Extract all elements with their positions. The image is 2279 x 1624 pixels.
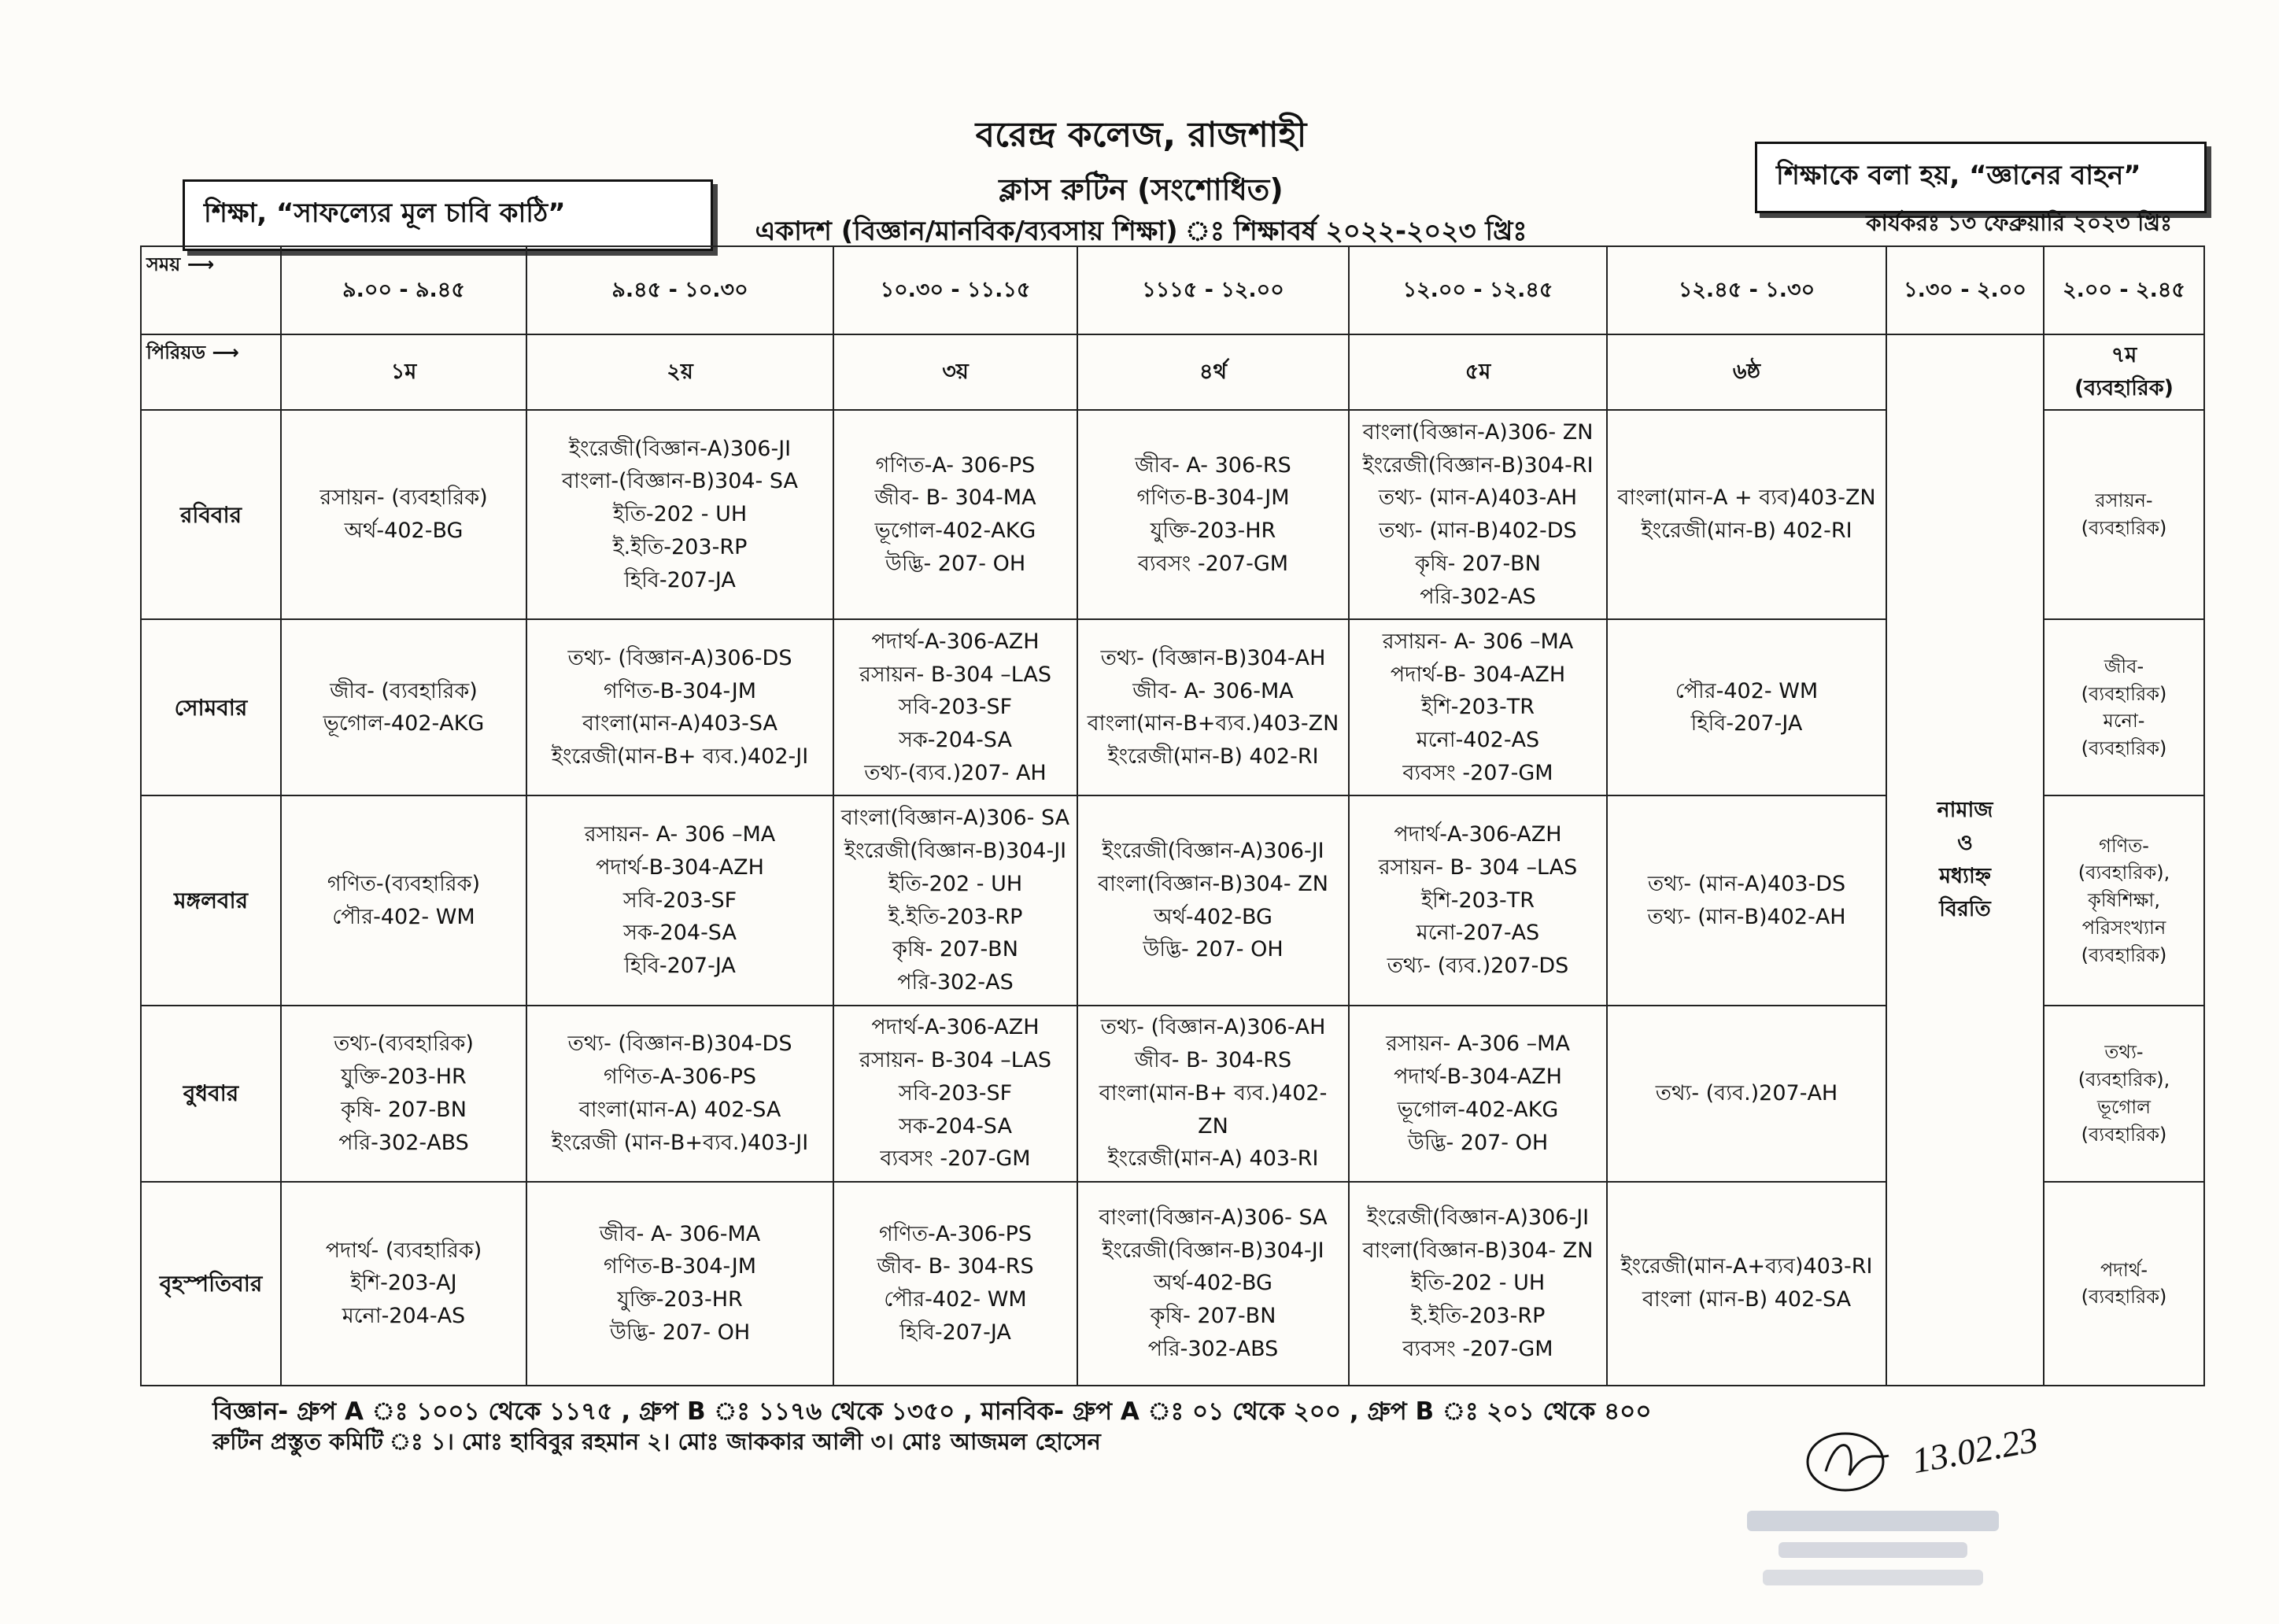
period-7-practical: (ব্যবহারিক) xyxy=(2074,376,2174,401)
time-slot-4: ১১১৫ - ১২.০০ xyxy=(1077,246,1349,334)
day-name: বৃহস্পতিবার xyxy=(141,1182,281,1386)
period-3: ৩য় xyxy=(833,334,1077,410)
class-entry: গণিত-A- 306-PS xyxy=(875,452,1036,478)
class-entry: তথ্য- (বিজ্ঞান-B)304-AH xyxy=(1100,645,1326,670)
class-entry: যুক্তি-203-HR xyxy=(1150,519,1276,544)
class-entry: পদার্থ-B- 304-AZH xyxy=(1390,662,1566,687)
class-entry: গণিত- xyxy=(2099,834,2149,857)
class-entry: জীব- (ব্যবহারিক) xyxy=(330,678,478,703)
day-name: মঙ্গলবার xyxy=(141,795,281,1006)
class-entry: যুক্তি-203-HR xyxy=(341,1064,467,1089)
class-cell xyxy=(1077,795,1349,1006)
class-entry: রসায়ন- (ব্যবহারিক) xyxy=(320,485,488,511)
class-entry: (ব্যবহারিক) xyxy=(2081,682,2167,705)
class-entry: গণিত-B-304-JM xyxy=(1136,485,1290,511)
class-entry: বাংলা-(বিজ্ঞান-B)304- SA xyxy=(561,469,798,494)
class-entry: বাংলা(মান-A + ব্যব)403-ZN xyxy=(1617,485,1876,511)
time-slot-3: ১০.৩০ - ১১.১৫ xyxy=(833,246,1077,334)
period-6: ৬ষ্ঠ xyxy=(1607,334,1886,410)
class-entry: ইংরেজী(মান-A) 403-RI xyxy=(1107,1146,1319,1172)
class-entry: সক-204-SA xyxy=(899,1113,1012,1139)
signature xyxy=(1802,1416,2085,1503)
class-entry: (ব্যবহারিক) xyxy=(2081,1123,2167,1146)
signature-date: 13.02.23 xyxy=(1908,1419,2041,1482)
break-word-4: বিরতি xyxy=(1939,896,1991,921)
class-entry: পরি-302-ABS xyxy=(1147,1337,1279,1362)
class-cell xyxy=(1607,795,1886,1006)
class-entry: পদার্থ-A-306-AZH xyxy=(871,629,1040,654)
class-entry: কৃষি- 207-BN xyxy=(341,1097,467,1122)
class-entry: অর্থ-402-BG xyxy=(1154,904,1272,929)
class-cell xyxy=(1349,619,1607,795)
class-entry: মনো-204-AS xyxy=(342,1304,466,1329)
class-entry: তথ্য- (ব্যব.)207-AH xyxy=(1655,1080,1838,1105)
class-entry: অর্থ-402-BG xyxy=(1154,1271,1272,1296)
class-cell xyxy=(281,1182,526,1386)
class-cell xyxy=(526,1006,833,1182)
class-entry: জীব- B- 304-RS xyxy=(877,1254,1034,1279)
arrow-right-icon: ⟶ xyxy=(187,253,215,275)
class-entry: রসায়ন- B- 304 –LAS xyxy=(1378,854,1578,880)
class-entry: (ব্যবহারিক) xyxy=(2081,1286,2167,1308)
class-entry: কৃষি- 207-BN xyxy=(1150,1304,1276,1329)
class-entry: সবি-203-SF xyxy=(898,1080,1013,1105)
class-entry: সক-204-SA xyxy=(899,728,1012,753)
class-entry: বাংলা(মান-B+ব্যব.)403-ZN xyxy=(1087,711,1339,736)
class-entry: গণিত-(ব্যবহারিক) xyxy=(327,871,481,896)
class-cell xyxy=(1349,410,1607,620)
class-entry: বাংলা(বিজ্ঞান-B)304- ZN xyxy=(1362,1238,1594,1263)
time-slot-5: ১২.০০ - ১২.৪৫ xyxy=(1349,246,1607,334)
group-ranges: বিজ্ঞান- গ্রুপ A ঃ ১০০১ থেকে ১১৭৫ , গ্রুপ B ঃ ১১৭৬ থেকে ১৩৫০ , মানবিক- গ্রুপ A ঃ ০১ থেকে ২০০ , গ্রুপ B ঃ ২০১ থেকে ৪০০ xyxy=(212,1397,1652,1426)
period-4: ৪র্থ xyxy=(1077,334,1349,410)
class-entry: ইশি-203-AJ xyxy=(350,1271,457,1296)
class-cell xyxy=(281,1006,526,1182)
class-entry: ইংরেজী(মান-B) 402-RI xyxy=(1107,744,1319,770)
class-cell xyxy=(833,410,1077,620)
class-entry: ইশি-203-TR xyxy=(1420,695,1535,720)
period-label: পিরিয়ড xyxy=(146,341,206,364)
class-entry: গণিত-B-304-JM xyxy=(603,1254,757,1279)
class-entry: ব্যবসং -207-GM xyxy=(880,1146,1031,1172)
practical-cell xyxy=(2044,1006,2204,1182)
class-entry: কৃষিশিক্ষা, xyxy=(2088,889,2160,912)
period-7 xyxy=(2044,334,2204,410)
class-entry: জীব- xyxy=(2104,655,2144,677)
class-entry: ইংরেজী(বিজ্ঞান-A)306-JI xyxy=(568,436,792,461)
signature-loop xyxy=(1808,1434,1883,1490)
class-entry: পদার্থ- (ব্যবহারিক) xyxy=(325,1238,482,1263)
practical-cell xyxy=(2044,1182,2204,1386)
day-name: বুধবার xyxy=(141,1006,281,1182)
motto-left-box: শিক্ষা, “সাফল্যের মূল চাবি কাঠি” xyxy=(183,179,713,251)
class-cell xyxy=(1077,619,1349,795)
class-entry: পরি-302-ABS xyxy=(338,1130,469,1155)
official-seal-stamp xyxy=(1739,1495,2022,1605)
class-entry: ZN xyxy=(1198,1113,1228,1139)
class-entry: কৃষি- 207-BN xyxy=(1415,552,1541,577)
class-entry: উদ্ভি- 207- OH xyxy=(1143,937,1284,962)
practical-cell xyxy=(2044,410,2204,620)
class-cell xyxy=(1349,795,1607,1006)
class-entry: পদার্থ-A-306-AZH xyxy=(1394,821,1562,847)
class-entry: বাংলা(মান-B+ ব্যব.)402- xyxy=(1099,1080,1328,1105)
class-cell xyxy=(526,795,833,1006)
class-entry: রসায়ন- A- 306 –MA xyxy=(584,821,776,847)
class-entry: ইতি-202 - UH xyxy=(1410,1271,1546,1296)
class-entry: ইংরেজী(মান-B+ ব্যব.)402-JI xyxy=(551,744,809,770)
class-entry: উদ্ভি- 207- OH xyxy=(885,552,1026,577)
class-entry: রসায়ন- A-306 –MA xyxy=(1386,1032,1570,1057)
class-entry: উদ্ভি- 207- OH xyxy=(609,1320,751,1345)
period-7-label: ৭ম xyxy=(2111,343,2137,368)
routine-subtitle: ক্লাস রুটিন (সংশোধিত) xyxy=(999,172,1284,207)
class-entry: জীব- B- 304-RS xyxy=(1134,1047,1292,1072)
class-entry: বাংলা(বিজ্ঞান-A)306- ZN xyxy=(1362,419,1594,445)
class-cell xyxy=(1349,1006,1607,1182)
class-entry: সক-204-SA xyxy=(623,921,737,946)
class-cell xyxy=(526,619,833,795)
class-entry: বাংলা(বিজ্ঞান-A)306- SA xyxy=(1099,1205,1328,1230)
class-entry: পদার্থ-A-306-AZH xyxy=(871,1015,1040,1040)
period-1: ১ম xyxy=(281,334,526,410)
class-entry: জীব- A- 306-MA xyxy=(1132,678,1294,703)
period-5: ৫ম xyxy=(1349,334,1607,410)
class-cell xyxy=(526,1182,833,1386)
class-cell xyxy=(281,410,526,620)
class-entry: বাংলা(মান-A) 402-SA xyxy=(578,1097,781,1122)
class-cell xyxy=(281,795,526,1006)
class-entry: ই.ইতি-203-RP xyxy=(1410,1304,1546,1329)
class-entry: ইংরেজী(বিজ্ঞান-B)304-JI xyxy=(844,838,1067,863)
class-entry: পরি-302-AS xyxy=(897,970,1014,995)
class-entry: হিবি-207-JA xyxy=(624,954,736,979)
class-entry: বাংলা(মান-A)403-SA xyxy=(582,711,778,736)
class-entry: তথ্য-(ব্যবহারিক) xyxy=(334,1032,474,1057)
class-cell xyxy=(1607,410,1886,620)
class-entry: ভূগোল-402-AKG xyxy=(874,519,1036,544)
class-entry: (ব্যবহারিক) xyxy=(2081,943,2167,966)
class-entry: ইতি-202 - UH xyxy=(612,502,748,527)
class-entry: অর্থ-402-BG xyxy=(344,519,464,544)
class-entry: জীব- A- 306-RS xyxy=(1135,452,1291,478)
class-entry: হিবি-207-JA xyxy=(1690,711,1803,736)
class-entry: কৃষি- 207-BN xyxy=(892,937,1018,962)
class-cell xyxy=(1349,1182,1607,1386)
class-entry: জীব- A- 306-MA xyxy=(599,1221,761,1246)
class-entry: ব্যবসং -207-GM xyxy=(1402,1337,1553,1362)
class-entry: ভূগোল xyxy=(2096,1095,2152,1118)
period-2: ২য় xyxy=(526,334,833,410)
class-entry: ভূগোল-402-AKG xyxy=(1397,1097,1559,1122)
practical-cell xyxy=(2044,619,2204,795)
class-entry: পদার্থ- xyxy=(2100,1258,2148,1281)
day-name: রবিবার xyxy=(141,410,281,620)
college-name: বরেন্দ্র কলেজ, রাজশাহী xyxy=(975,115,1307,155)
class-entry: তথ্য- xyxy=(2104,1041,2144,1064)
class-entry: ইশি-203-TR xyxy=(1420,888,1535,913)
class-entry: বাংলা(বিজ্ঞান-A)306- SA xyxy=(840,806,1070,831)
class-entry: গণিত-A-306-PS xyxy=(603,1064,757,1089)
class-entry: ইতি-202 - UH xyxy=(888,871,1023,896)
class-cell xyxy=(526,410,833,620)
time-corner xyxy=(141,246,281,334)
class-entry: ইংরেজী(বিজ্ঞান-A)306-JI xyxy=(1366,1205,1590,1230)
class-entry: গণিত-B-304-JM xyxy=(603,678,757,703)
class-cell xyxy=(833,795,1077,1006)
prayer-lunch-break xyxy=(1886,334,2044,1386)
class-cell xyxy=(1077,1182,1349,1386)
class-entry: মনো- xyxy=(2103,710,2145,733)
class-cell xyxy=(1607,619,1886,795)
class-entry: সবি-203-SF xyxy=(622,888,737,913)
class-entry: ইংরেজী(বিজ্ঞান-B)304-RI xyxy=(1362,452,1594,478)
class-entry: মনো-207-AS xyxy=(1416,921,1540,946)
class-entry: পদার্থ-B-304-AZH xyxy=(596,854,764,880)
session-line: একাদশ (বিজ্ঞান/মানবিক/ব্যবসায় শিক্ষা) ঃ শিক্ষাবর্ষ ২০২২-২০২৩ খ্রিঃ xyxy=(755,216,1527,247)
class-entry: ব্যবসং -207-GM xyxy=(1402,761,1553,786)
class-entry: পৌর-402- WM xyxy=(1675,678,1819,703)
effective-date: কার্যকরঃ ১৩ ফেব্রুয়ারি ২০২৩ খ্রিঃ xyxy=(1866,210,2172,236)
class-entry: (ব্যবহারিক) xyxy=(2081,517,2167,540)
class-entry: জীব- B- 304-MA xyxy=(874,485,1036,511)
class-entry: তথ্য- (মান-A)403-DS xyxy=(1647,871,1846,896)
class-entry: (ব্যবহারিক), xyxy=(2078,862,2170,884)
break-word-1: নামাজ xyxy=(1937,798,1993,823)
class-entry: হিবি-207-JA xyxy=(899,1320,1011,1345)
class-entry: রসায়ন- xyxy=(2095,489,2153,512)
class-entry: যুক্তি-203-HR xyxy=(617,1287,743,1312)
time-row xyxy=(141,246,2204,334)
class-entry: তথ্য- (বিজ্ঞান-B)304-DS xyxy=(567,1032,792,1057)
motto-right-box: শিক্ষাকে বলা হয়, “জ্ঞানের বাহন” xyxy=(1755,142,2207,213)
class-entry: পৌর-402- WM xyxy=(332,904,475,929)
class-entry: তথ্য- (মান-B)402-AH xyxy=(1647,904,1846,929)
class-cell xyxy=(833,1182,1077,1386)
break-word-3: মধ্যাহ্ন xyxy=(1939,864,1991,889)
practical-cell xyxy=(2044,795,2204,1006)
class-entry: ইংরেজী(মান-B) 402-RI xyxy=(1641,519,1852,544)
class-entry: (ব্যবহারিক), xyxy=(2078,1068,2170,1091)
class-entry: তথ্য- (বিজ্ঞান-A)306-DS xyxy=(567,645,792,670)
day-name: সোমবার xyxy=(141,619,281,795)
class-entry: (ব্যবহারিক) xyxy=(2081,737,2167,760)
class-entry: রসায়ন- B-304 –LAS xyxy=(859,662,1052,687)
class-entry: ইংরেজী(বিজ্ঞান-B)304-JI xyxy=(1102,1238,1324,1263)
time-slot-2: ৯.৪৫ - ১০.৩০ xyxy=(526,246,833,334)
class-routine-table xyxy=(140,245,2205,1386)
class-entry: রসায়ন- B-304 –LAS xyxy=(859,1047,1052,1072)
class-entry: পদার্থ-B-304-AZH xyxy=(1394,1064,1562,1089)
break-word-2: ও xyxy=(1957,831,1973,856)
class-cell xyxy=(281,619,526,795)
time-slot-1: ৯.০০ - ৯.৪৫ xyxy=(281,246,526,334)
class-entry: সবি-203-SF xyxy=(898,695,1013,720)
class-entry: রসায়ন- A- 306 –MA xyxy=(1382,629,1574,654)
class-cell xyxy=(1607,1006,1886,1182)
class-entry: গণিত-A-306-PS xyxy=(878,1221,1032,1246)
class-entry: উদ্ভি- 207- OH xyxy=(1407,1130,1549,1155)
time-slot-7: ২.০০ - ২.৪৫ xyxy=(2044,246,2204,334)
routine-committee: রুটিন প্রস্তুত কমিটি ঃ ১। মোঃ হাবিবুর রহমান ২। মোঃ জাককার আলী ৩। মোঃ আজমল হোসেন xyxy=(212,1428,1101,1455)
arrow-right-icon: ⟶ xyxy=(212,341,239,364)
period-corner xyxy=(141,334,281,410)
class-entry: পরি-302-AS xyxy=(1420,584,1536,609)
class-entry: ইংরেজী (মান-B+ব্যব.)403-JI xyxy=(551,1130,809,1155)
class-cell xyxy=(833,1006,1077,1182)
period-row xyxy=(141,334,2204,410)
time-slot-6: ১২.৪৫ - ১.৩০ xyxy=(1607,246,1886,334)
class-entry: তথ্য- (মান-A)403-AH xyxy=(1378,485,1578,511)
class-cell xyxy=(1077,1006,1349,1182)
class-cell xyxy=(1077,410,1349,620)
class-entry: ই.ইতি-203-RP xyxy=(612,535,748,560)
class-cell xyxy=(833,619,1077,795)
class-entry: তথ্য- (বিজ্ঞান-A)306-AH xyxy=(1100,1015,1326,1040)
class-entry: তথ্য- (ব্যব.)207-DS xyxy=(1387,954,1569,979)
class-cell xyxy=(1607,1182,1886,1386)
class-entry: তথ্য-(ব্যব.)207- AH xyxy=(864,761,1047,786)
class-entry: ভূগোল-402-AKG xyxy=(323,711,485,736)
class-entry: বাংলা (মান-B) 402-SA xyxy=(1642,1287,1852,1312)
time-label: সময় xyxy=(146,253,181,275)
class-entry: মনো-402-AS xyxy=(1416,728,1540,753)
class-entry: ব্যবসং -207-GM xyxy=(1137,552,1289,577)
class-entry: পৌর-402- WM xyxy=(884,1287,1027,1312)
class-entry: তথ্য- (মান-B)402-DS xyxy=(1379,519,1577,544)
time-slot-break: ১.৩০ - ২.০০ xyxy=(1886,246,2044,334)
class-entry: হিবি-207-JA xyxy=(624,567,736,592)
class-entry: ইংরেজী(মান-A+ব্যব)403-RI xyxy=(1620,1254,1873,1279)
class-entry: ই.ইতি-203-RP xyxy=(888,904,1023,929)
class-entry: বাংলা(বিজ্ঞান-B)304- ZN xyxy=(1098,871,1328,896)
class-entry: ইংরেজী(বিজ্ঞান-A)306-JI xyxy=(1102,838,1324,863)
class-entry: পরিসংখ্যান xyxy=(2081,916,2166,939)
